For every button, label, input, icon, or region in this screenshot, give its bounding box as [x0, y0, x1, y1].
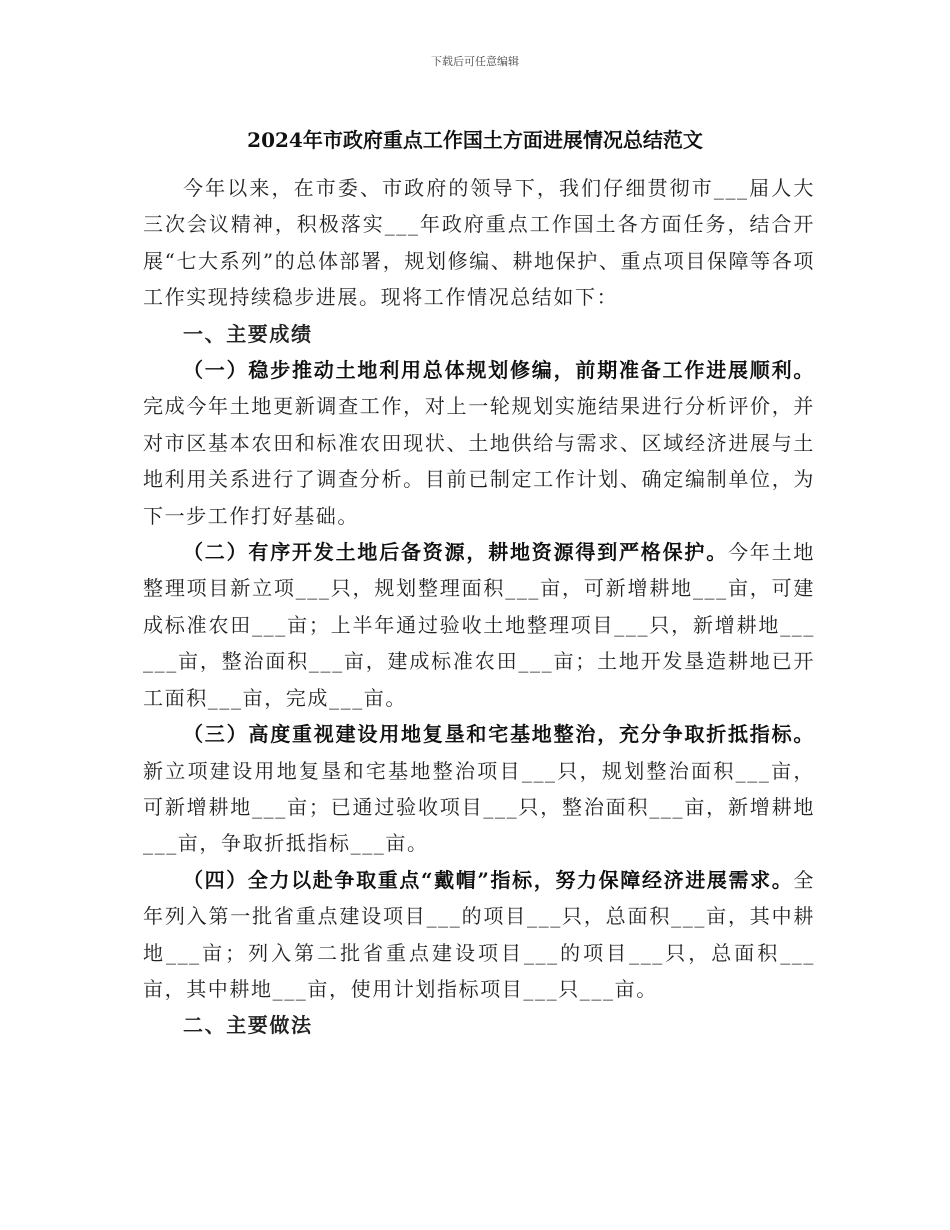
- achievement-lead-4: （四）全力以赴争取重点“戴帽”指标，努力保障经济进展需求。: [183, 867, 794, 892]
- section-heading-achievements: 一、主要成绩: [183, 321, 313, 346]
- achievement-paragraph-1: [143, 352, 815, 534]
- achievement-lead-3: （三）高度重视建设用地复垦和宅基地整治，充分争取折抵指标。: [183, 722, 815, 747]
- achievement-text-4: 全年列入第一批省重点建设项目___的项目___只，总面积___亩，其中耕地___亩；列入第二批省重点建设项目___的项目___只，总面积___亩，其中耕地___亩，使用计划指标项目___只___亩。: [143, 867, 815, 1001]
- achievement-text-2: 今年土地整理项目新立项___只，规划整理面积___亩，可新增耕地___亩，可建成标准农田___亩；上半年通过验收土地整理项目___只，新增耕地______亩，整治面积___亩，建成标准农田___亩；土地开发垦造耕地已开工面积___亩，完成___亩。: [143, 540, 815, 710]
- achievement-lead-2: （二）有序开发土地后备资源，耕地资源得到严格保护。: [183, 540, 728, 565]
- achievement-paragraph-2: [143, 534, 815, 716]
- header-note: 下载后可任意编辑: [431, 55, 519, 68]
- intro-paragraph: 今年以来，在市委、市政府的领导下，我们仔细贯彻市___届人大三次会议精神，积极落实___年政府重点工作国土各方面任务，结合开展“七大系列”的总体部署，规划修编、耕地保护、重点项目保障等各项工作实现持续稳步进展。现将工作情况总结如下：: [143, 176, 815, 310]
- achievement-lead-1: （一）稳步推动土地利用总体规划修编，前期准备工作进展顺利。: [183, 358, 815, 383]
- achievement-paragraph-3: [143, 716, 815, 862]
- achievement-text-1: 完成今年土地更新调查工作，对上一轮规划实施结果进行分析评价，并对市区基本农田和标准农田现状、土地供给与需求、区域经济进展与土地利用关系进行了调查分析。目前已制定工作计划、确定编制单位，为下一步工作打好基础。: [143, 394, 815, 528]
- document-title: 2024年市政府重点工作国土方面进展情况总结范文: [247, 128, 703, 152]
- achievement-paragraph-4: [143, 862, 815, 1008]
- achievement-text-3: 新立项建设用地复垦和宅基地整治项目___只，规划整治面积___亩，可新增耕地___亩；已通过验收项目___只，整治面积___亩，新增耕地___亩，争取折抵指标___亩。: [143, 758, 815, 856]
- document-body: [143, 170, 815, 1044]
- section-heading-methods: 二、主要做法: [183, 1013, 313, 1038]
